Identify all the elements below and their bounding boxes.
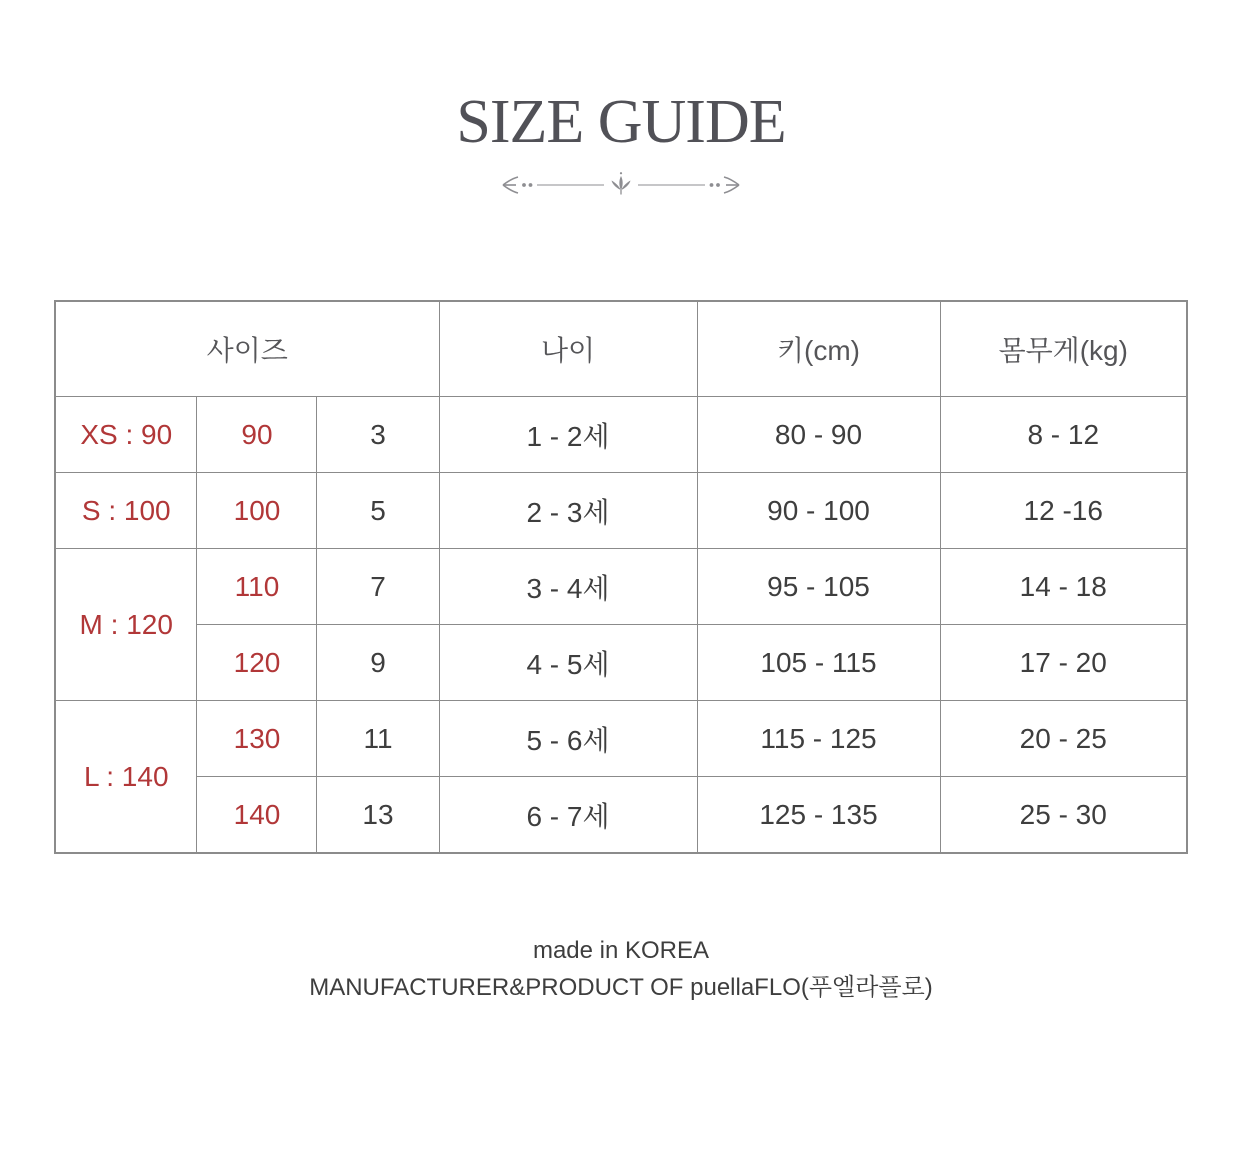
age-num-cell: 5 (317, 473, 439, 549)
size-value-cell: 140 (197, 777, 317, 854)
weight-cell: 12 -16 (940, 473, 1187, 549)
size-label-cell: M : 120 (55, 549, 197, 701)
table-row-s (55, 473, 1187, 549)
table-row-m-110 (55, 549, 1187, 625)
weight-cell: 14 - 18 (940, 549, 1187, 625)
header-height: 키(cm) (697, 301, 940, 397)
table-row-l-130 (55, 701, 1187, 777)
divider-ornament-icon (499, 170, 743, 200)
size-guide-table (54, 300, 1188, 854)
height-cell: 90 - 100 (697, 473, 940, 549)
header-age: 나이 (439, 301, 697, 397)
weight-cell: 8 - 12 (940, 397, 1187, 473)
footer (0, 932, 1242, 1006)
age-cell: 1 - 2세 (439, 397, 697, 473)
size-value-cell: 100 (197, 473, 317, 549)
table-row-l-140 (55, 777, 1187, 854)
header-weight: 몸무게(kg) (940, 301, 1187, 397)
age-cell: 2 - 3세 (439, 473, 697, 549)
table-row-m-120 (55, 625, 1187, 701)
height-cell: 125 - 135 (697, 777, 940, 854)
table-row-xs (55, 397, 1187, 473)
size-label-cell: XS : 90 (55, 397, 197, 473)
age-cell: 6 - 7세 (439, 777, 697, 854)
weight-cell: 17 - 20 (940, 625, 1187, 701)
height-cell: 95 - 105 (697, 549, 940, 625)
age-num-cell: 7 (317, 549, 439, 625)
age-num-cell: 3 (317, 397, 439, 473)
height-cell: 105 - 115 (697, 625, 940, 701)
age-num-cell: 11 (317, 701, 439, 777)
page-title: SIZE GUIDE (456, 88, 786, 156)
header-size: 사이즈 (55, 301, 439, 397)
age-cell: 5 - 6세 (439, 701, 697, 777)
footer-manufacturer: MANUFACTURER&PRODUCT OF puellaFLO(푸엘라플로) (309, 974, 933, 1002)
height-cell: 115 - 125 (697, 701, 940, 777)
weight-cell: 20 - 25 (940, 701, 1187, 777)
height-cell: 80 - 90 (697, 397, 940, 473)
size-label-cell: L : 140 (55, 701, 197, 854)
size-value-cell: 130 (197, 701, 317, 777)
footer-made-in: made in KOREA (532, 937, 710, 965)
table-header-row (55, 301, 1187, 397)
size-label-cell: S : 100 (55, 473, 197, 549)
age-num-cell: 13 (317, 777, 439, 854)
size-value-cell: 120 (197, 625, 317, 701)
age-cell: 4 - 5세 (439, 625, 697, 701)
size-value-cell: 90 (197, 397, 317, 473)
age-num-cell: 9 (317, 625, 439, 701)
size-value-cell: 110 (197, 549, 317, 625)
age-cell: 3 - 4세 (439, 549, 697, 625)
weight-cell: 25 - 30 (940, 777, 1187, 854)
